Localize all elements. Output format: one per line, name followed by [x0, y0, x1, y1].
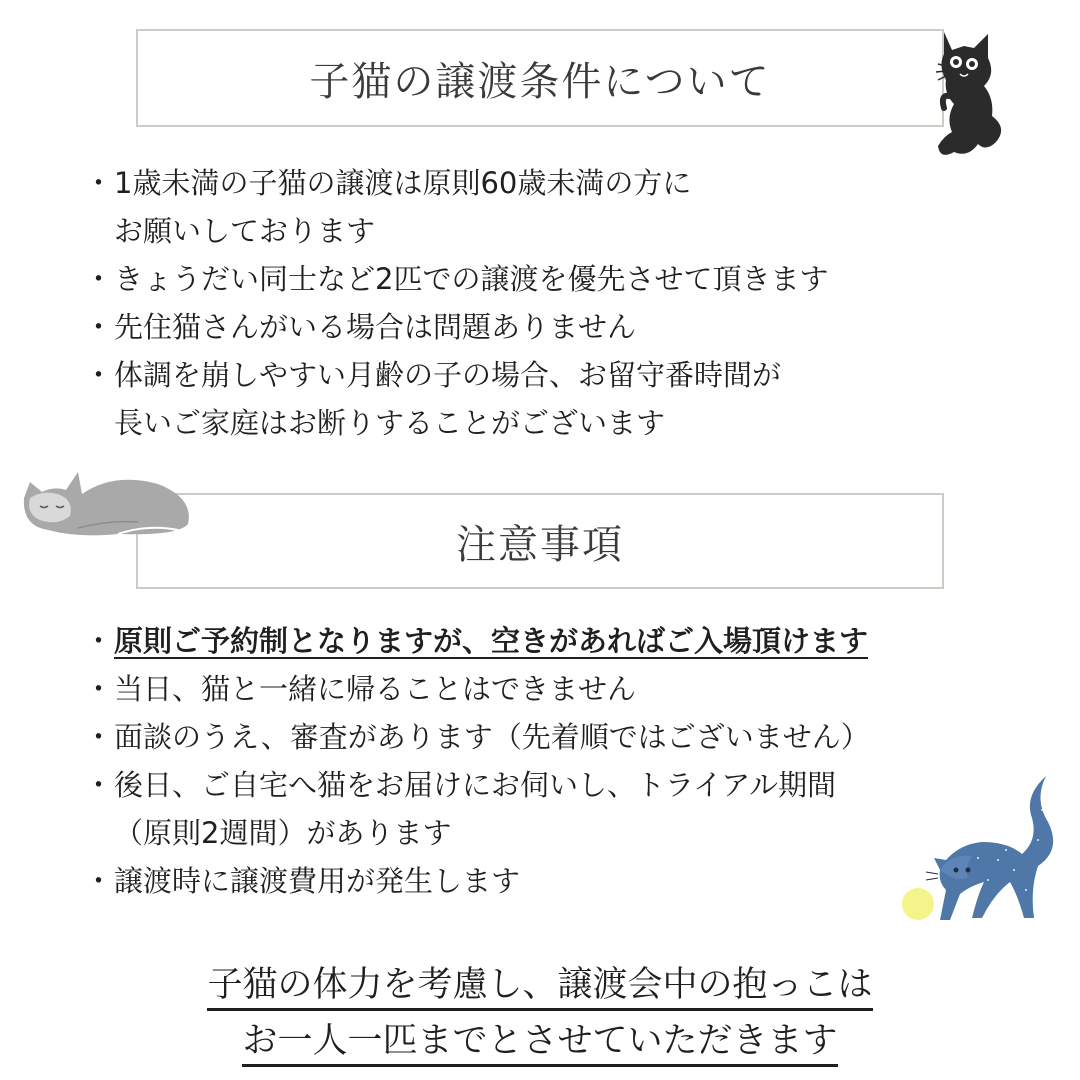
list-item-text: 譲渡時に譲渡費用が発生します — [114, 864, 521, 898]
list-item-text: 当日、猫と一緒に帰ることはできません — [114, 672, 637, 706]
bullet: ・ — [84, 358, 114, 392]
list-item-text: 体調を崩しやすい月齢の子の場合、お留守番時間が — [114, 358, 782, 392]
list-item-text: きょうだい同士など2匹での譲渡を優先させて頂きます — [114, 262, 829, 296]
list-item-text: 先住猫さんがいる場合は問題ありません — [114, 310, 637, 344]
list-item-text: （原則2週間）があります — [114, 816, 452, 850]
list-item-text: 1歳未満の子猫の譲渡は原則60歳未満の方に — [114, 166, 692, 200]
bullet: ・ — [84, 262, 114, 296]
list-item-text: 後日、ご自宅へ猫をお届けにお伺いし、トライアル期間 — [114, 768, 837, 802]
list-item — [84, 761, 870, 857]
list-item — [84, 159, 828, 255]
bullet: ・ — [84, 864, 114, 898]
list-item-text: 長いご家庭はお断りすることがございます — [114, 406, 666, 440]
list-item — [84, 665, 870, 713]
section-title-notes: 注意事項 — [456, 521, 624, 568]
sleeping-gray-cat-icon — [18, 464, 198, 542]
footer-line-2 — [0, 1018, 1080, 1067]
list-item — [84, 303, 828, 351]
section-title-box-notes — [136, 493, 944, 589]
black-cat-icon — [930, 24, 1012, 164]
conditions-list — [84, 159, 828, 447]
footer-text: お一人一匹までとさせていただきます — [242, 1018, 837, 1067]
list-item — [84, 351, 828, 447]
notes-list — [84, 617, 870, 905]
emphasis-text: 原則ご予約制となりますが、空きがあればご入場頂けます — [114, 624, 869, 658]
list-item — [84, 255, 828, 303]
list-item — [84, 857, 870, 905]
list-item — [84, 617, 870, 665]
bullet: ・ — [84, 720, 114, 754]
bullet: ・ — [84, 310, 114, 344]
yarn-ball-icon — [900, 886, 936, 922]
footer-text: 子猫の体力を考慮し、譲渡会中の抱っこは — [207, 962, 872, 1011]
section-title-conditions: 子猫の譲渡条件について — [309, 58, 771, 105]
bullet: ・ — [84, 768, 114, 802]
list-item-text: お願いしております — [114, 214, 376, 248]
section-title-box-conditions — [136, 29, 944, 127]
list-item-text: 面談のうえ、審査があります（先着順ではございません） — [114, 720, 870, 754]
bullet: ・ — [84, 624, 114, 658]
bullet: ・ — [84, 166, 114, 200]
bullet: ・ — [84, 672, 114, 706]
footer-line-1 — [0, 962, 1080, 1011]
list-item — [84, 713, 870, 761]
